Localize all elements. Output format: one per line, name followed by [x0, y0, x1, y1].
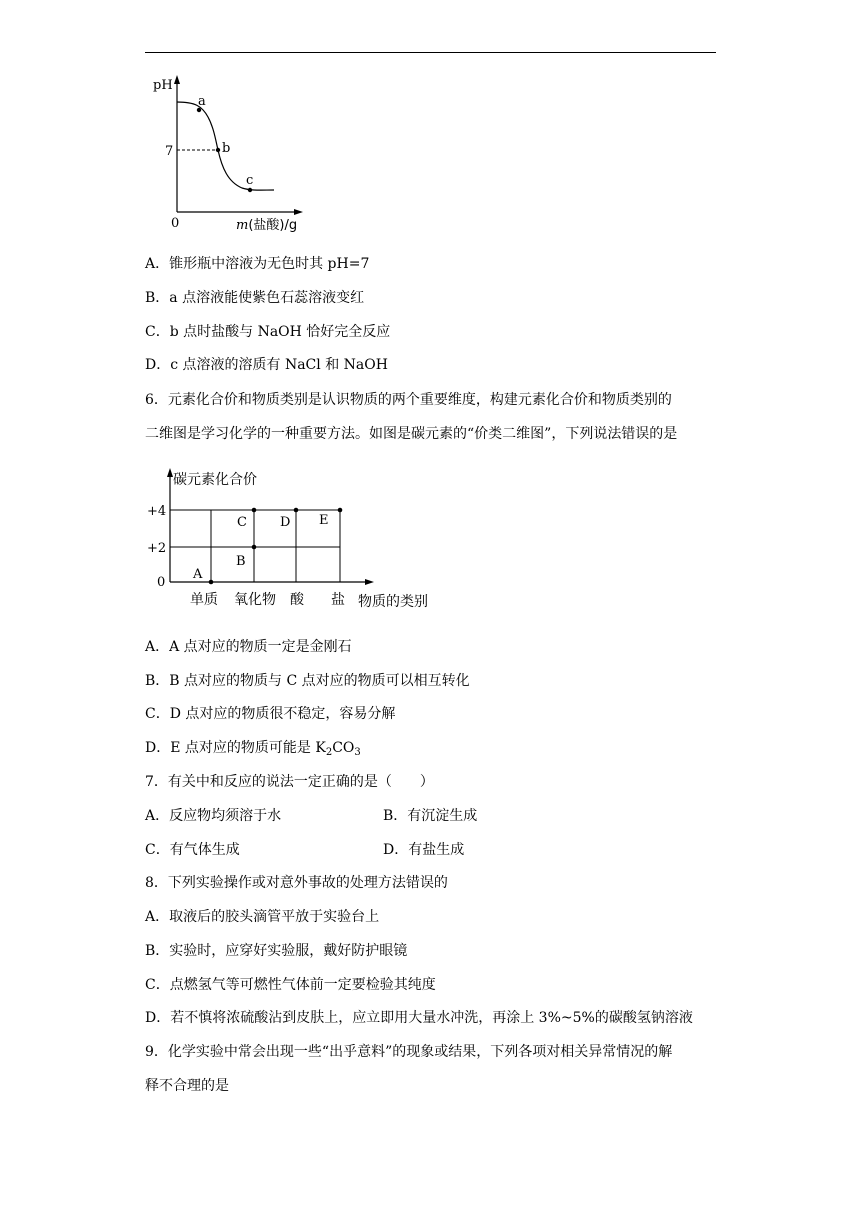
q5-option-b: B．a 点溶液能使紫色石蕊溶液变红 — [145, 290, 365, 306]
vc-x-cat-element: 单质 — [190, 592, 218, 608]
q8-stem: 8．下列实验操作或对意外事故的处理方法错误的 — [145, 875, 448, 891]
q7-option-b: B．有沉淀生成 — [383, 808, 478, 824]
q7-option-d: D．有盐生成 — [383, 842, 465, 858]
q7-stem: 7．有关中和反应的说法一定正确的是（ ） — [145, 774, 434, 790]
vc-y-axis-label: 碳元素化合价 — [173, 472, 257, 488]
q7-option-a: A．反应物均须溶于水 — [145, 808, 282, 824]
vc-point-e-label: E — [319, 513, 329, 528]
point-b — [216, 148, 220, 152]
ph-graph — [150, 72, 310, 232]
ph-7-tick: 7 — [165, 144, 174, 159]
point-c — [248, 188, 252, 192]
q8-option-d: D．若不慎将浓硫酸沾到皮肤上，应立即用大量水冲洗，再涂上 3%~5%的碳酸氢钠溶液 — [145, 1010, 693, 1026]
vc-x-cat-oxide: 氧化物 — [234, 592, 276, 608]
ph-graph-x-arrow — [294, 209, 303, 215]
q6-option-b: B．B 点对应的物质与 C 点对应的物质可以相互转化 — [145, 673, 470, 689]
point-c-label: c — [246, 173, 254, 188]
vc-point-b — [252, 545, 257, 550]
header-rule — [145, 52, 716, 53]
vc-point-a — [209, 580, 214, 585]
vc-point-d-label: D — [280, 515, 291, 530]
valence-class-graph — [140, 462, 460, 622]
vc-x-cat-acid: 酸 — [290, 592, 304, 608]
q6-option-d: D．E 点对应的物质可能是 $K_2CO_3$ — [145, 740, 361, 758]
ph-graph-y-arrow — [174, 75, 180, 84]
ph-x-axis-label: m(盐酸)/g — [236, 218, 298, 232]
vc-y-tick-plus4: +4 — [147, 504, 167, 519]
vc-point-a-label: A — [193, 567, 203, 582]
vc-point-e — [338, 508, 343, 513]
q8-option-b: B．实验时，应穿好实验服，戴好防护眼镜 — [145, 943, 408, 959]
vc-x-axis-label: 物质的类别 — [358, 594, 428, 610]
ph-origin-label: 0 — [171, 216, 180, 231]
vc-x-cat-salt: 盐 — [331, 592, 345, 608]
q5-option-d: D．c 点溶液的溶质有 NaCl 和 NaOH — [145, 357, 388, 373]
q6-stem-line2: 二维图是学习化学的一种重要方法。如图是碳元素的“价类二维图”，下列说法错误的是 — [145, 426, 678, 442]
point-b-label: b — [222, 141, 231, 156]
vc-point-d — [294, 508, 299, 513]
vc-y-tick-0: 0 — [157, 575, 166, 590]
q9-stem-line2: 释不合理的是 — [145, 1078, 229, 1094]
q9-stem-line1: 9．化学实验中常会出现一些“出乎意料”的现象或结果，下列各项对相关异常情况的解 — [145, 1044, 673, 1060]
q6-option-c: C．D 点对应的物质很不稳定，容易分解 — [145, 706, 396, 722]
q8-option-c: C．点燃氢气等可燃性气体前一定要检验其纯度 — [145, 977, 436, 993]
point-a-label: a — [198, 94, 206, 109]
vc-x-arrow — [365, 579, 374, 585]
vc-point-b-label: B — [236, 554, 246, 569]
q5-option-c: C．b 点时盐酸与 NaOH 恰好完全反应 — [145, 324, 391, 340]
q6-stem-line1: 6．元素化合价和物质类别是认识物质的两个重要维度，构建元素化合价和物质类别的 — [145, 392, 672, 408]
q6-option-a: A．A 点对应的物质一定是金刚石 — [145, 639, 352, 655]
ph-axis-label: pH — [153, 78, 173, 93]
vc-point-c — [252, 508, 257, 513]
q7-option-c: C．有气体生成 — [145, 842, 240, 858]
vc-point-c-label: C — [237, 515, 247, 530]
q5-option-a: A．锥形瓶中溶液为无色时其 pH=7 — [145, 256, 370, 272]
q8-option-a: A．取液后的胶头滴管平放于实验台上 — [145, 909, 380, 925]
vc-y-tick-plus2: +2 — [147, 541, 167, 556]
